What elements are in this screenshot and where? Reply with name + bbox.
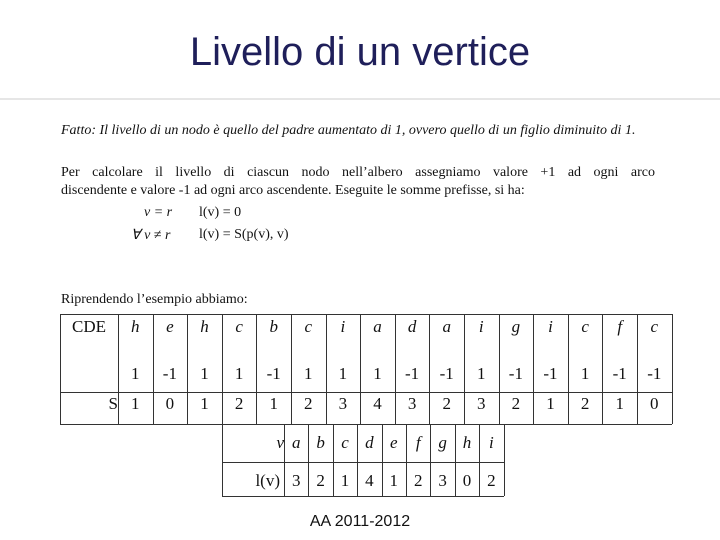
table-column-divider — [499, 314, 500, 424]
table-column-divider — [153, 314, 154, 424]
fact-text: Fatto: Il livello di un nodo è quello del padre aumentato di 1, ovvero quello di un figlio diminuito di 1. — [61, 123, 636, 138]
level-cell: 2 — [413, 471, 423, 490]
s-cell: 2 — [580, 394, 590, 413]
formula-root-condition: v = r — [144, 205, 173, 220]
table2-column-divider — [284, 424, 285, 496]
table2-column-divider — [406, 424, 407, 496]
s-cell: 2 — [234, 394, 244, 413]
value-cell: -1 — [647, 364, 662, 383]
cde-cell: e — [166, 317, 174, 336]
cde-cell: i — [478, 317, 484, 336]
cde-cell: i — [340, 317, 346, 336]
cde-cell: f — [617, 317, 623, 336]
table-column-divider — [187, 314, 188, 424]
value-cell: 1 — [131, 364, 140, 383]
s-cell: 2 — [304, 394, 313, 413]
slide-title: Livello di un vertice — [189, 30, 531, 74]
table2-column-divider — [430, 424, 431, 496]
table-column-divider — [222, 314, 223, 424]
table2-column-divider — [308, 424, 309, 496]
cde-cell: a — [442, 317, 451, 336]
table-left-border — [60, 314, 61, 424]
s-cell: 0 — [165, 394, 175, 413]
s-cell: 3 — [407, 394, 417, 413]
vertex-cell: g — [438, 433, 447, 452]
s-cell: 1 — [200, 394, 209, 413]
table-column-divider — [672, 314, 673, 424]
cde-cell: c — [304, 317, 313, 336]
vertex-cell: d — [365, 433, 374, 452]
value-cell: -1 — [508, 364, 523, 383]
value-cell: -1 — [612, 364, 627, 383]
value-cell: 1 — [338, 364, 348, 383]
table-column-divider — [637, 314, 638, 424]
level-cell: 2 — [487, 471, 496, 490]
s-cell: 1 — [546, 394, 555, 413]
vertex-cell: b — [316, 433, 325, 452]
value-cell: 1 — [580, 364, 590, 383]
value-cell: -1 — [543, 364, 558, 383]
value-cell: 1 — [373, 364, 382, 383]
level-cell: 1 — [389, 471, 399, 490]
cde-cell: d — [407, 317, 417, 336]
table2-column-divider — [382, 424, 383, 496]
table-column-divider — [326, 314, 327, 424]
footer-year: AA 2011-2012 — [309, 513, 411, 530]
s-cell: 1 — [131, 394, 140, 413]
cde-cell: i — [548, 317, 553, 336]
level-cell: 3 — [438, 471, 447, 490]
vertex-cell: f — [415, 433, 421, 452]
cde-cell: h — [200, 317, 209, 336]
value-cell: -1 — [405, 364, 420, 383]
method-text-line-1: Per calcolare il livello di ciascun nodo nell’albero assegniamo valore +1 ad ogni arco — [61, 165, 655, 180]
s-cell: 2 — [511, 394, 521, 413]
cde-cell: b — [269, 317, 278, 336]
level-row-label: l(v) — [255, 471, 280, 490]
value-cell: -1 — [266, 364, 281, 383]
s-cell: 3 — [338, 394, 348, 413]
level-cell: 3 — [291, 471, 301, 490]
table-column-divider — [291, 314, 292, 424]
value-cell: -1 — [439, 364, 454, 383]
formula-root-level: l(v) = 0 — [199, 205, 242, 220]
table2-column-divider — [504, 424, 505, 496]
v-row-label: v — [276, 433, 284, 452]
table-column-divider — [429, 314, 430, 424]
table2-left-border — [222, 424, 223, 496]
level-cell: 0 — [462, 471, 472, 490]
s-cell: 0 — [650, 394, 659, 413]
s-cell: 4 — [373, 394, 382, 413]
value-cell: 1 — [234, 364, 244, 383]
table2-column-divider — [455, 424, 456, 496]
cde-row-label: CDE — [72, 317, 106, 336]
table2-column-divider — [479, 424, 480, 496]
s-cell: 1 — [615, 394, 624, 413]
cde-cell: c — [650, 317, 659, 336]
method-text-line-2: discendente e valore -1 ad ogni arco ascendente. Eseguite le somme prefisse, si ha: — [61, 183, 525, 198]
vertex-cell: a — [291, 433, 301, 452]
value-cell: -1 — [162, 364, 177, 383]
level-cell: 4 — [365, 471, 374, 490]
s-row-label: S — [108, 394, 118, 413]
value-cell: 1 — [477, 364, 486, 383]
table-bottom-border — [60, 424, 672, 425]
vertex-cell: c — [341, 433, 349, 452]
vertex-cell: i — [489, 433, 494, 452]
cde-cell: c — [235, 317, 243, 336]
cde-cell: h — [131, 317, 140, 336]
table2-column-divider — [357, 424, 358, 496]
formula-nonroot-condition: ∀ v ≠ r — [131, 228, 171, 243]
table-column-divider — [360, 314, 361, 424]
cde-cell: g — [511, 317, 521, 336]
vertex-cell: h — [462, 433, 472, 452]
formula-nonroot-level: l(v) = S(p(v), v) — [199, 227, 289, 242]
example-intro: Riprendendo l’esempio abbiamo: — [61, 292, 248, 307]
table2-row-divider — [222, 462, 504, 463]
title-divider — [0, 98, 720, 100]
level-cell: 2 — [316, 471, 325, 490]
table-column-divider — [464, 314, 465, 424]
table-column-divider — [602, 314, 603, 424]
cde-cell: c — [581, 317, 589, 336]
vertex-cell: e — [390, 433, 398, 452]
table2-column-divider — [333, 424, 334, 496]
value-cell: 1 — [200, 364, 209, 383]
table-column-divider — [533, 314, 534, 424]
table-column-divider — [395, 314, 396, 424]
table-column-divider — [118, 314, 119, 424]
table-column-divider — [256, 314, 257, 424]
table-column-divider — [568, 314, 569, 424]
cde-cell: a — [373, 317, 382, 336]
value-cell: 1 — [304, 364, 313, 383]
s-cell: 1 — [269, 394, 278, 413]
level-cell: 1 — [340, 471, 350, 490]
s-cell: 3 — [477, 394, 486, 413]
s-cell: 2 — [442, 394, 451, 413]
table2-bottom-border — [222, 496, 504, 497]
